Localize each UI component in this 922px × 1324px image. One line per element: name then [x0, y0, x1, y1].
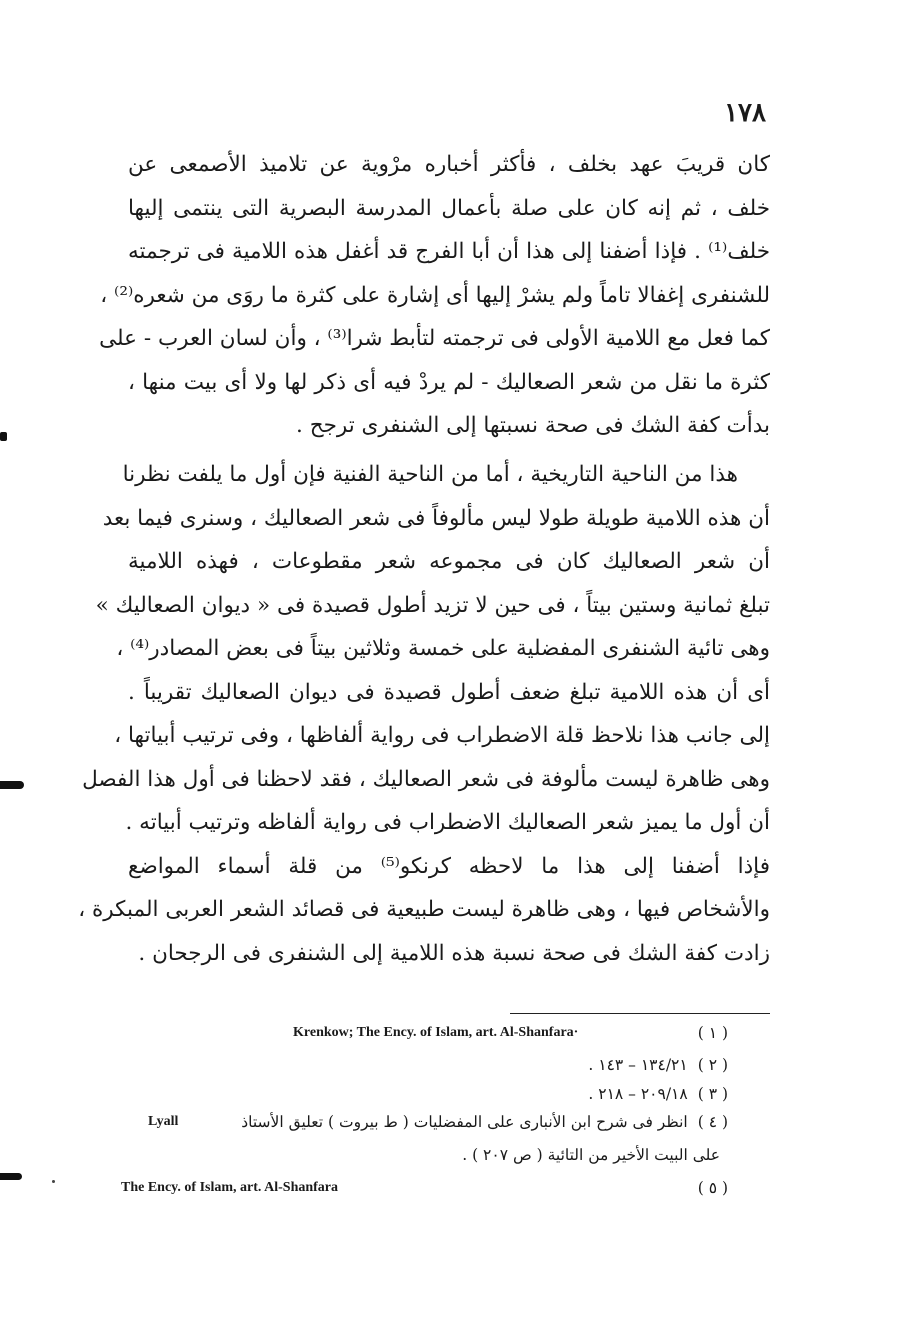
footnote-2 [588, 1053, 728, 1077]
text-line: هذا من الناحية التاريخية ، أما من الناحية الفنية فإن أول ما يلفت نظرنا [122, 462, 738, 487]
text-line: خلف ، ثم إنه كان على صلة بأعمال المدرسة البصرية التى ينتمى إليها [128, 195, 770, 221]
text-line: كثرة ما نقل من شعر الصعاليك - لم يردْ فيه أى ذكر لها ولا أى بيت منها ، [128, 369, 770, 395]
text-line: أن أول ما يميز شعر الصعاليك الاضطراب فى رواية ألفاظه وترتيب أبياته . [125, 810, 770, 835]
paragraph-1 [99, 143, 770, 448]
text-line: أن شعر الصعاليك كان فى مجموعه شعر مقطوعات ، فهذه اللامية [128, 549, 770, 574]
page-number: ١٧٨ [724, 98, 766, 128]
text-line: كما فعل مع اللامية الأولى فى ترجمته لتأبط شرا⁽³⁾ ، وأن لسان العرب - على [99, 326, 770, 351]
text-line: أن هذه اللامية طويلة طولا ليس مألوفاً فى شعر الصعاليك ، وسنرى فيما بعد [102, 505, 770, 531]
footnote-5 [118, 1176, 728, 1200]
footnote-number: ( ٢ ) [697, 1056, 728, 1074]
text-line: للشنفرى إغفالا تاماً ولم يشرْ إليها أى إشارة على كثرة ما روَى من شعره⁽²⁾ ، [100, 282, 770, 308]
text-line: بدأت كفة الشك فى صحة نسبتها إلى الشنفرى ترجح . [296, 413, 770, 438]
text-line: زادت كفة الشك فى صحة نسبة هذه اللامية إلى الشنفرى فى الرجحان . [138, 940, 770, 966]
footnote-latin-name: Lyall [148, 1114, 179, 1129]
paragraph-2 [78, 453, 770, 975]
scan-edge-mark [0, 781, 24, 789]
scan-speck [52, 1180, 55, 1183]
scan-edge-mark [0, 432, 7, 441]
footnote-1 [118, 1021, 728, 1045]
text-line: وهى تائية الشنفرى المفضلية على خمسة وثلاثين بيتاً فى بعض المصادر⁽⁴⁾ ، [116, 636, 770, 661]
footnote-number: ( ٥ ) [697, 1179, 728, 1197]
footnote-3 [588, 1082, 728, 1106]
text-line: كان قريبَ عهد بخلف ، فأكثر أخباره مرْوية عن تلاميذ الأصمعى عن [128, 152, 770, 177]
text-line: وهى ظاهرة ليست مألوفة فى شعر الصعاليك ، فقد لاحظنا فى أول هذا الفصل [82, 766, 770, 792]
footnote-text: ٢٠٩/١٨ – ٢١٨ . [588, 1085, 688, 1103]
footnote-text: ١٣٤/٢١ – ١٤٣ . [588, 1056, 688, 1074]
footnote-text: انظر فى شرح ابن الأنبارى على المفضليات ( ط بيروت ) تعليق الأستاذ [241, 1113, 688, 1131]
text-line: إلى جانب هذا نلاحظ قلة الاضطراب فى رواية ألفاظها ، وفى ترتيب أبياتها ، [114, 723, 770, 748]
footnote-text: Krenkow; The Ency. of Islam, art. Al-Shanfara· [293, 1025, 579, 1040]
scan-edge-mark [0, 1173, 22, 1180]
text-line: والأشخاص فيها ، وهى ظاهرة ليست طبيعية فى قصائد الشعر العربى المبكرة ، [78, 897, 770, 922]
footnote-number: ( ٣ ) [697, 1085, 728, 1103]
footnote-4-continuation: على البيت الأخير من التائية ( ص ٢٠٧ ) . [462, 1146, 720, 1164]
footnote-4 [118, 1110, 728, 1134]
footnote-number: ( ١ ) [697, 1024, 728, 1042]
text-line: فإذا أضفنا إلى هذا ما لاحظه كرنكو⁽⁵⁾ من قلة أسماء المواضع [128, 853, 770, 879]
text-line: خلف⁽¹⁾ . فإذا أضفنا إلى هذا أن أبا الفرج قد أغفل هذه اللامية فى ترجمته [128, 239, 770, 264]
footnote-divider [510, 1013, 770, 1014]
footnote-4-arabic [241, 1110, 728, 1134]
footnote-number: ( ٤ ) [697, 1113, 728, 1131]
footnote-text: The Ency. of Islam, art. Al-Shanfara [121, 1180, 339, 1195]
text-line: أى أن هذه اللامية تبلغ ضعف أطول قصيدة فى ديوان الصعاليك تقريباً . [128, 679, 770, 705]
text-line: تبلغ ثمانية وستين بيتاً ، فى حين لا تزيد أطول قصيدة فى « ديوان الصعاليك » [95, 592, 770, 618]
